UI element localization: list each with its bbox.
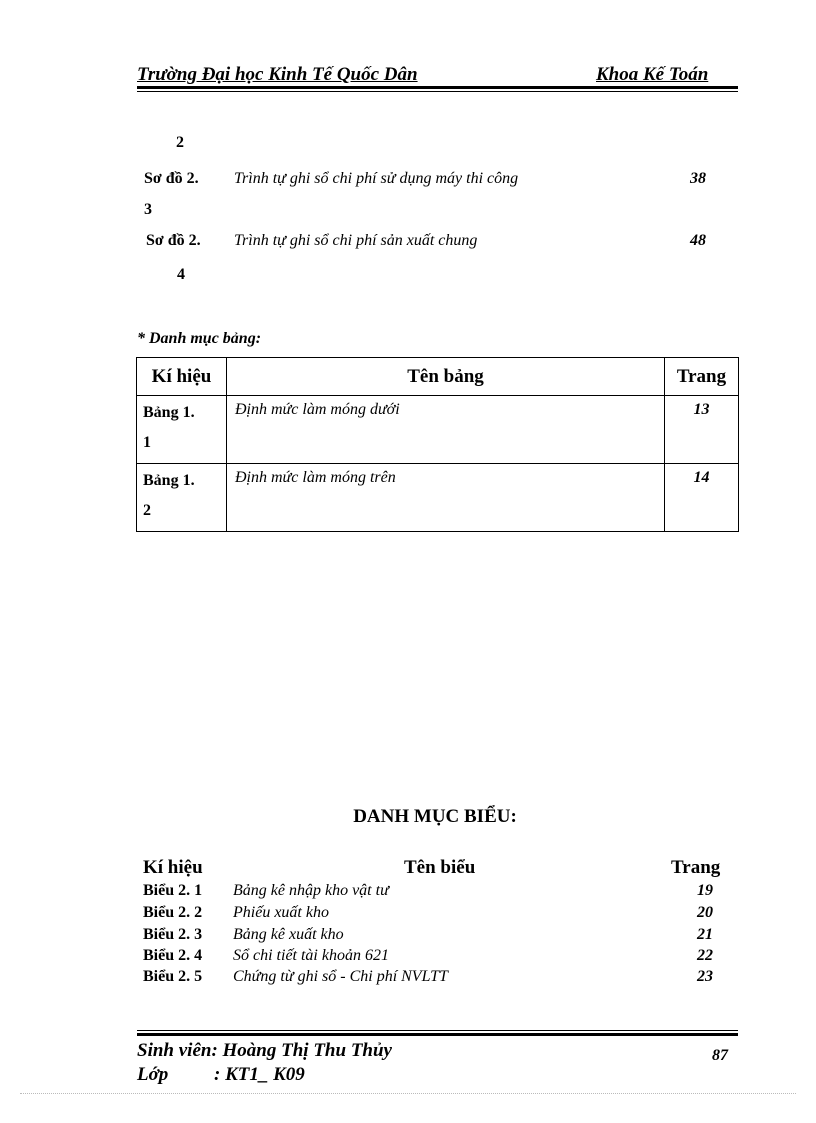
- footer-student: [137, 1040, 392, 1062]
- so-do-2-label: Sơ đồ 2.: [144, 170, 199, 187]
- bang-row-name: Định mức làm móng trên: [227, 464, 665, 532]
- bieu-name: Bảng kê xuất kho: [233, 926, 344, 943]
- so-do-2-num: 3: [144, 201, 152, 218]
- header-rule-thin: [137, 91, 738, 92]
- bieu-code: Biểu 2. 1: [143, 882, 203, 899]
- bieu-name: Bảng kê nhập kho vật tư: [233, 882, 389, 899]
- page-bottom-divider: [20, 1093, 796, 1094]
- list-item: [143, 968, 713, 989]
- bieu-page: 20: [697, 904, 713, 921]
- bieu-name: Chứng từ ghi sổ - Chi phí NVLTT: [233, 968, 448, 985]
- table-row: [137, 396, 739, 464]
- footer-class-value: : KT1_ K09: [214, 1064, 305, 1085]
- list-item: [143, 882, 713, 903]
- bieu-page: 23: [697, 968, 713, 985]
- header-faculty: Khoa Kế Toán: [596, 64, 709, 85]
- bieu-code: Biểu 2. 2: [143, 904, 203, 921]
- so-do-3-page: 48: [690, 232, 706, 249]
- bieu-name: Sổ chi tiết tài khoản 621: [233, 947, 389, 964]
- list-item: [143, 926, 713, 947]
- bieu-page: 22: [697, 947, 713, 964]
- bang-table: [136, 357, 739, 532]
- bang-row-name: Định mức làm móng dưới: [227, 396, 665, 464]
- bang-header-page: Trang: [665, 358, 739, 396]
- table-row: [137, 464, 739, 532]
- bieu-page: 21: [697, 926, 713, 943]
- bieu-section-title: DANH MỤC BIỂU:: [353, 806, 517, 827]
- footer-class-label: Lớp: [137, 1064, 169, 1085]
- bang-row-page: 14: [665, 464, 739, 532]
- bang-section-title: * Danh mục bảng:: [137, 330, 262, 347]
- header-rule: [137, 86, 738, 89]
- bieu-name: Phiếu xuất kho: [233, 904, 329, 921]
- bieu-header-page: Trang: [671, 857, 721, 878]
- bieu-code: Biểu 2. 5: [143, 968, 203, 985]
- bang-row-code: Bảng 1. 1: [137, 396, 227, 464]
- so-do-1-num: 2: [176, 134, 184, 151]
- bieu-page: 19: [697, 882, 713, 899]
- bieu-code: Biểu 2. 3: [143, 926, 203, 943]
- bieu-header-name: Tên biểu: [404, 857, 476, 878]
- so-do-3-text: Trình tự ghi sổ chi phí sản xuất chung: [234, 232, 478, 249]
- bang-row-page: 13: [665, 396, 739, 464]
- so-do-3-label: Sơ đồ 2.: [146, 232, 201, 249]
- so-do-3-num: 4: [177, 266, 185, 283]
- bang-row-code: Bảng 1. 2: [137, 464, 227, 532]
- bieu-code: Biểu 2. 4: [143, 947, 203, 964]
- header-school: Trường Đại học Kinh Tế Quốc Dân: [137, 64, 418, 85]
- bang-header-code: Kí hiệu: [137, 358, 227, 396]
- student-label: Sinh viên:: [137, 1040, 218, 1061]
- list-item: [143, 947, 713, 968]
- bieu-header-code: Kí hiệu: [143, 857, 203, 878]
- footer-rule-thick: [137, 1033, 738, 1036]
- page-number: 87: [712, 1047, 728, 1064]
- bang-header-name: Tên bảng: [227, 358, 665, 396]
- footer-rule: [137, 1030, 738, 1031]
- student-name: Hoàng Thị Thu Thủy: [222, 1040, 392, 1061]
- so-do-2-text: Trình tự ghi sổ chi phí sử dụng máy thi công: [234, 170, 519, 187]
- so-do-2-page: 38: [690, 170, 706, 187]
- list-item: [143, 904, 713, 925]
